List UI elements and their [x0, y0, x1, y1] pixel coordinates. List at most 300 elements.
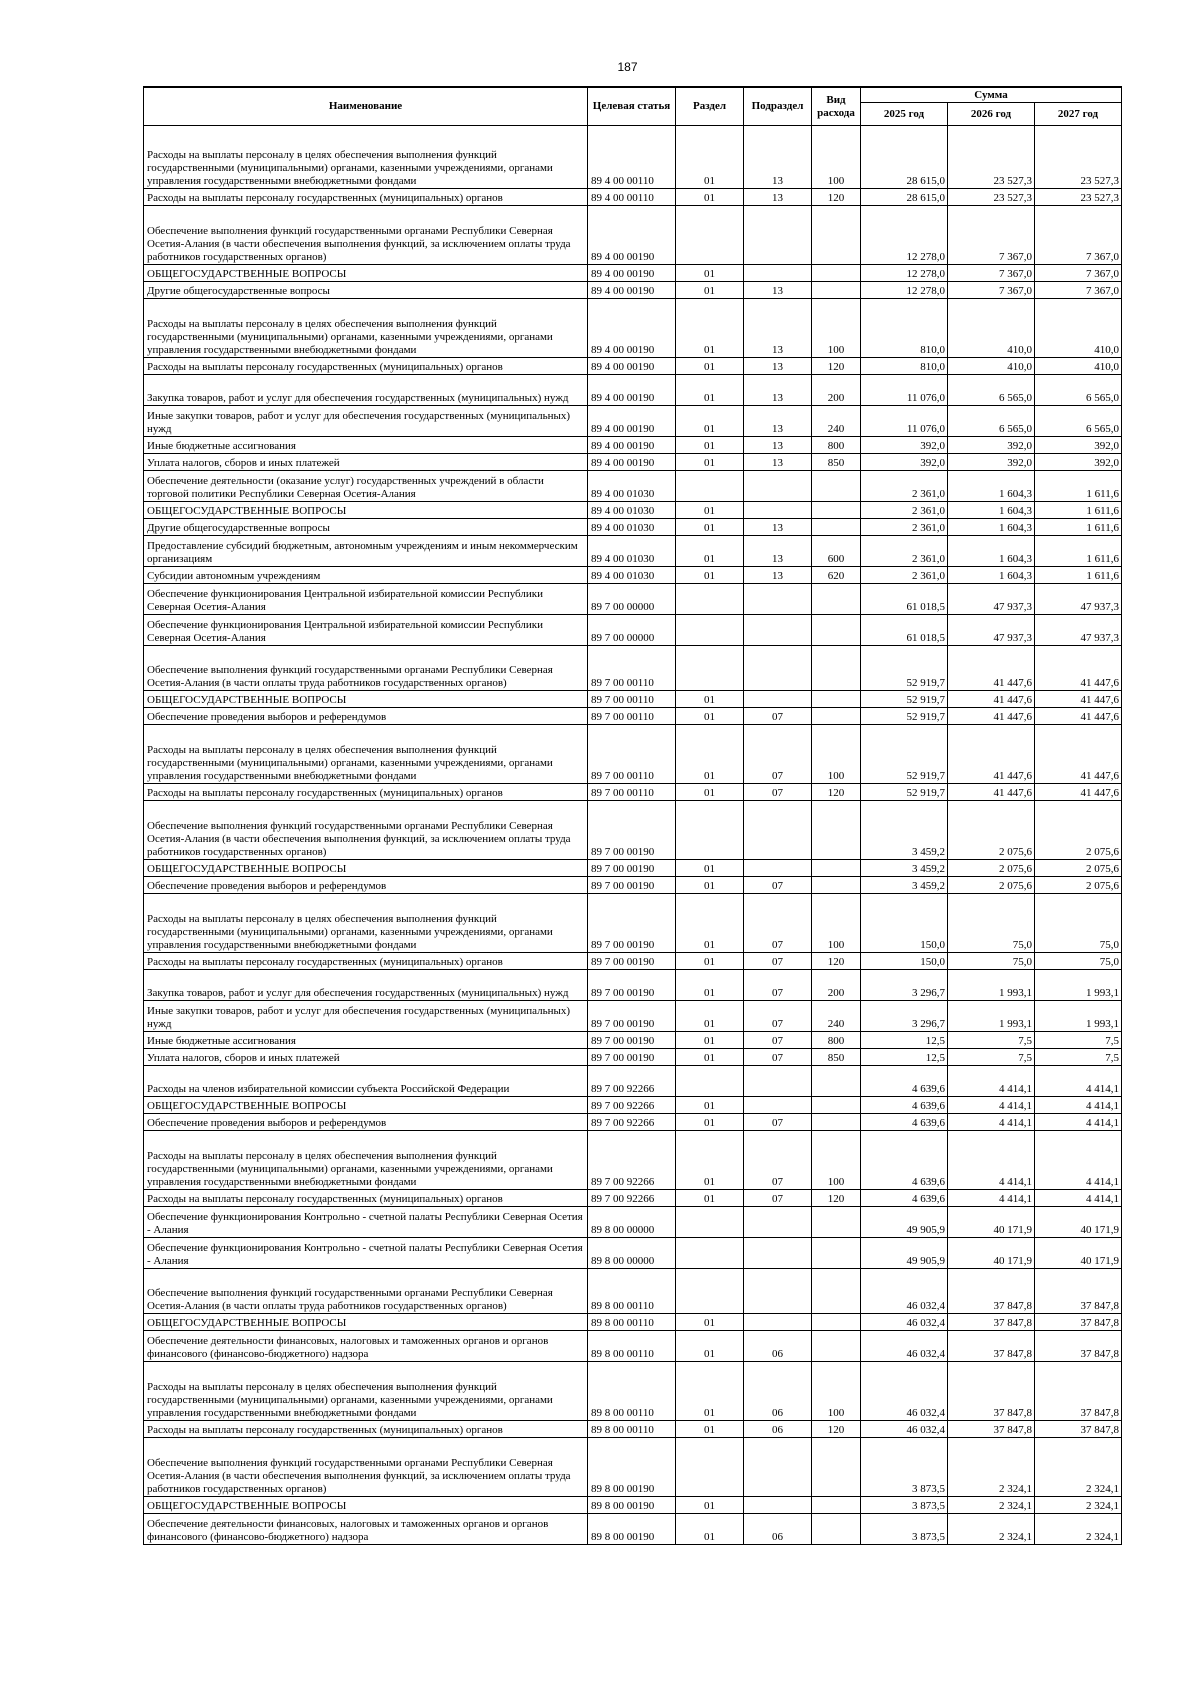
row-value-2025: 61 018,5	[861, 615, 948, 646]
row-name: Расходы на выплаты персоналу в целях обеспечения выполнения функций государственными (муниципальными) органами, казенными учреждениями, органами управления государственными внебюджетными фондами	[144, 1131, 588, 1190]
row-subsection: 07	[744, 784, 812, 801]
table-row	[144, 437, 1122, 454]
row-value-2026: 40 171,9	[948, 1238, 1035, 1269]
row-value-2026: 7 367,0	[948, 282, 1035, 299]
row-section: 01	[676, 567, 744, 584]
row-code: 89 4 00 00190	[588, 375, 676, 406]
row-section: 01	[676, 877, 744, 894]
table-row	[144, 1114, 1122, 1131]
row-value-2026: 37 847,8	[948, 1421, 1035, 1438]
row-code: 89 7 00 00190	[588, 1032, 676, 1049]
table-row	[144, 725, 1122, 784]
row-expense-type: 850	[812, 1049, 861, 1066]
row-value-2027: 1 611,6	[1035, 471, 1122, 502]
row-code: 89 7 00 92266	[588, 1131, 676, 1190]
table-row	[144, 894, 1122, 953]
table-row	[144, 1207, 1122, 1238]
row-value-2026: 392,0	[948, 437, 1035, 454]
row-code: 89 8 00 00110	[588, 1421, 676, 1438]
row-value-2027: 4 414,1	[1035, 1097, 1122, 1114]
row-value-2025: 2 361,0	[861, 519, 948, 536]
table-row	[144, 358, 1122, 375]
row-value-2025: 28 615,0	[861, 126, 948, 189]
row-value-2025: 2 361,0	[861, 536, 948, 567]
row-value-2026: 1 604,3	[948, 471, 1035, 502]
table-row	[144, 1331, 1122, 1362]
row-subsection: 07	[744, 1190, 812, 1207]
row-name: Обеспечение функционирования Контрольно - счетной палаты Республики Северная Осетия - Алания	[144, 1207, 588, 1238]
row-section: 01	[676, 126, 744, 189]
row-subsection	[744, 206, 812, 265]
row-section: 01	[676, 1514, 744, 1545]
row-expense-type	[812, 502, 861, 519]
header-year-2026: 2026 год	[948, 103, 1035, 126]
row-value-2026: 6 565,0	[948, 406, 1035, 437]
row-subsection	[744, 1269, 812, 1314]
row-section: 01	[676, 265, 744, 282]
row-section: 01	[676, 1131, 744, 1190]
table-row	[144, 536, 1122, 567]
table-row	[144, 784, 1122, 801]
row-name: Иные закупки товаров, работ и услуг для обеспечения государственных (муниципальных) нужд	[144, 1001, 588, 1032]
row-value-2026: 4 414,1	[948, 1190, 1035, 1207]
row-expense-type	[812, 877, 861, 894]
row-value-2026: 41 447,6	[948, 691, 1035, 708]
row-value-2027: 4 414,1	[1035, 1131, 1122, 1190]
row-value-2026: 2 324,1	[948, 1497, 1035, 1514]
row-value-2027: 1 611,6	[1035, 502, 1122, 519]
row-name: Расходы на выплаты персоналу государственных (муниципальных) органов	[144, 1190, 588, 1207]
table-row	[144, 1362, 1122, 1421]
row-expense-type: 120	[812, 1421, 861, 1438]
row-code: 89 4 00 00110	[588, 126, 676, 189]
row-name: Расходы на выплаты персоналу государственных (муниципальных) органов	[144, 1421, 588, 1438]
row-value-2025: 52 919,7	[861, 708, 948, 725]
row-name: Обеспечение деятельности финансовых, налоговых и таможенных органов и органов финансового (финансово-бюджетного) надзора	[144, 1331, 588, 1362]
row-section: 01	[676, 894, 744, 953]
row-expense-type	[812, 471, 861, 502]
row-value-2025: 52 919,7	[861, 691, 948, 708]
table-row	[144, 406, 1122, 437]
row-value-2026: 410,0	[948, 299, 1035, 358]
table-header	[144, 87, 1122, 126]
row-code: 89 7 00 00000	[588, 584, 676, 615]
table-row	[144, 519, 1122, 536]
row-value-2025: 52 919,7	[861, 725, 948, 784]
row-name: Обеспечение проведения выборов и референдумов	[144, 877, 588, 894]
row-name: Обеспечение деятельности финансовых, налоговых и таможенных органов и органов финансового (финансово-бюджетного) надзора	[144, 1514, 588, 1545]
row-section: 01	[676, 502, 744, 519]
table-row	[144, 1032, 1122, 1049]
row-value-2027: 7,5	[1035, 1049, 1122, 1066]
row-section: 01	[676, 1421, 744, 1438]
row-expense-type: 600	[812, 536, 861, 567]
row-value-2027: 7 367,0	[1035, 206, 1122, 265]
row-subsection: 13	[744, 406, 812, 437]
row-value-2027: 4 414,1	[1035, 1114, 1122, 1131]
row-value-2025: 3 296,7	[861, 970, 948, 1001]
row-name: Расходы на выплаты персоналу государственных (муниципальных) органов	[144, 953, 588, 970]
row-value-2026: 37 847,8	[948, 1269, 1035, 1314]
row-value-2025: 150,0	[861, 894, 948, 953]
row-value-2027: 2 324,1	[1035, 1514, 1122, 1545]
row-name: Обеспечение выполнения функций государственными органами Республики Северная Осетия-Алания (в части оплаты труда работников государственных органов)	[144, 646, 588, 691]
row-subsection: 13	[744, 282, 812, 299]
row-expense-type: 120	[812, 784, 861, 801]
row-value-2027: 75,0	[1035, 953, 1122, 970]
row-expense-type: 120	[812, 1190, 861, 1207]
row-expense-type: 100	[812, 1131, 861, 1190]
row-expense-type: 120	[812, 358, 861, 375]
row-name: Иные бюджетные ассигнования	[144, 1032, 588, 1049]
row-section	[676, 584, 744, 615]
row-value-2027: 1 993,1	[1035, 970, 1122, 1001]
table-row	[144, 1131, 1122, 1190]
row-value-2026: 2 324,1	[948, 1514, 1035, 1545]
header-subsection: Подраздел	[744, 87, 812, 126]
row-value-2026: 37 847,8	[948, 1362, 1035, 1421]
row-value-2027: 2 324,1	[1035, 1438, 1122, 1497]
row-section	[676, 646, 744, 691]
row-value-2027: 392,0	[1035, 454, 1122, 471]
row-code: 89 8 00 00190	[588, 1438, 676, 1497]
header-year-2025: 2025 год	[861, 103, 948, 126]
row-name: Расходы на выплаты персоналу в целях обеспечения выполнения функций государственными (муниципальными) органами, казенными учреждениями, органами управления государственными внебюджетными фондами	[144, 1362, 588, 1421]
row-value-2026: 1 604,3	[948, 519, 1035, 536]
row-code: 89 7 00 00190	[588, 894, 676, 953]
table-row	[144, 970, 1122, 1001]
row-value-2026: 75,0	[948, 894, 1035, 953]
row-section: 01	[676, 725, 744, 784]
row-value-2026: 1 604,3	[948, 536, 1035, 567]
row-code: 89 7 00 92266	[588, 1097, 676, 1114]
row-code: 89 8 00 00000	[588, 1238, 676, 1269]
row-name: Обеспечение функционирования Контрольно - счетной палаты Республики Северная Осетия - Алания	[144, 1238, 588, 1269]
row-section	[676, 206, 744, 265]
row-name: ОБЩЕГОСУДАРСТВЕННЫЕ ВОПРОСЫ	[144, 502, 588, 519]
row-subsection	[744, 265, 812, 282]
row-name: Обеспечение функционирования Центральной избирательной комиссии Республики Северная Осетия-Алания	[144, 615, 588, 646]
header-article: Целевая статья	[588, 87, 676, 126]
table-row	[144, 375, 1122, 406]
header-expense-type: Вид расхода	[812, 87, 861, 126]
row-value-2027: 7 367,0	[1035, 282, 1122, 299]
row-value-2025: 3 873,5	[861, 1497, 948, 1514]
row-expense-type	[812, 1438, 861, 1497]
row-value-2026: 75,0	[948, 953, 1035, 970]
row-section: 01	[676, 437, 744, 454]
row-value-2026: 37 847,8	[948, 1331, 1035, 1362]
table-row	[144, 1049, 1122, 1066]
row-name: Расходы на выплаты персоналу государственных (муниципальных) органов	[144, 784, 588, 801]
row-value-2025: 4 639,6	[861, 1066, 948, 1097]
row-code: 89 4 00 01030	[588, 502, 676, 519]
row-name: Закупка товаров, работ и услуг для обеспечения государственных (муниципальных) нужд	[144, 375, 588, 406]
row-expense-type	[812, 860, 861, 877]
row-value-2027: 1 611,6	[1035, 519, 1122, 536]
row-code: 89 7 00 00110	[588, 784, 676, 801]
row-subsection	[744, 584, 812, 615]
row-value-2027: 41 447,6	[1035, 725, 1122, 784]
row-code: 89 8 00 00110	[588, 1362, 676, 1421]
row-code: 89 7 00 00190	[588, 1049, 676, 1066]
row-value-2025: 392,0	[861, 437, 948, 454]
row-section: 01	[676, 358, 744, 375]
row-value-2025: 810,0	[861, 299, 948, 358]
row-code: 89 4 00 00190	[588, 358, 676, 375]
row-code: 89 7 00 00190	[588, 860, 676, 877]
row-code: 89 7 00 00110	[588, 725, 676, 784]
row-name: Иные бюджетные ассигнования	[144, 437, 588, 454]
row-value-2027: 41 447,6	[1035, 708, 1122, 725]
row-subsection	[744, 1097, 812, 1114]
row-section: 01	[676, 708, 744, 725]
row-code: 89 4 00 01030	[588, 519, 676, 536]
row-value-2025: 12,5	[861, 1032, 948, 1049]
row-code: 89 4 00 00190	[588, 299, 676, 358]
row-value-2025: 2 361,0	[861, 471, 948, 502]
row-subsection	[744, 801, 812, 860]
row-subsection: 13	[744, 454, 812, 471]
row-value-2027: 75,0	[1035, 894, 1122, 953]
row-value-2026: 4 414,1	[948, 1066, 1035, 1097]
row-value-2025: 46 032,4	[861, 1314, 948, 1331]
table-body	[144, 126, 1122, 1545]
row-value-2025: 12 278,0	[861, 282, 948, 299]
row-value-2025: 392,0	[861, 454, 948, 471]
table-row	[144, 691, 1122, 708]
row-code: 89 4 00 01030	[588, 471, 676, 502]
row-value-2025: 49 905,9	[861, 1238, 948, 1269]
row-value-2026: 40 171,9	[948, 1207, 1035, 1238]
row-value-2025: 12,5	[861, 1049, 948, 1066]
row-expense-type	[812, 1114, 861, 1131]
row-expense-type	[812, 1207, 861, 1238]
row-value-2027: 37 847,8	[1035, 1362, 1122, 1421]
row-subsection: 13	[744, 189, 812, 206]
row-subsection: 07	[744, 877, 812, 894]
row-section: 01	[676, 1362, 744, 1421]
row-code: 89 4 00 00190	[588, 282, 676, 299]
row-value-2027: 23 527,3	[1035, 189, 1122, 206]
row-value-2026: 23 527,3	[948, 189, 1035, 206]
row-code: 89 7 00 00190	[588, 1001, 676, 1032]
row-section	[676, 1207, 744, 1238]
row-subsection	[744, 471, 812, 502]
row-value-2027: 41 447,6	[1035, 691, 1122, 708]
header-year-2027: 2027 год	[1035, 103, 1122, 126]
row-value-2025: 4 639,6	[861, 1190, 948, 1207]
table-row	[144, 1097, 1122, 1114]
row-subsection: 07	[744, 1114, 812, 1131]
table-row	[144, 953, 1122, 970]
row-value-2026: 1 604,3	[948, 502, 1035, 519]
row-section: 01	[676, 953, 744, 970]
row-section	[676, 1269, 744, 1314]
row-subsection	[744, 502, 812, 519]
row-value-2026: 1 993,1	[948, 1001, 1035, 1032]
row-section: 01	[676, 1190, 744, 1207]
row-value-2026: 4 414,1	[948, 1131, 1035, 1190]
row-name: Обеспечение выполнения функций государственными органами Республики Северная Осетия-Алания (в части обеспечения выполнения функций, за исключением оплаты труда работников государственных органов)	[144, 206, 588, 265]
row-code: 89 4 00 00190	[588, 265, 676, 282]
row-section: 01	[676, 282, 744, 299]
row-expense-type	[812, 1331, 861, 1362]
table-row	[144, 1497, 1122, 1514]
row-name: ОБЩЕГОСУДАРСТВЕННЫЕ ВОПРОСЫ	[144, 1497, 588, 1514]
row-subsection: 13	[744, 519, 812, 536]
row-section: 01	[676, 1497, 744, 1514]
row-value-2027: 1 611,6	[1035, 536, 1122, 567]
table-row	[144, 502, 1122, 519]
row-value-2025: 46 032,4	[861, 1331, 948, 1362]
table-row	[144, 1514, 1122, 1545]
row-section	[676, 615, 744, 646]
row-value-2027: 7,5	[1035, 1032, 1122, 1049]
row-name: Расходы на выплаты персоналу в целях обеспечения выполнения функций государственными (муниципальными) органами, казенными учреждениями, органами управления государственными внебюджетными фондами	[144, 894, 588, 953]
row-subsection: 06	[744, 1421, 812, 1438]
table-row	[144, 615, 1122, 646]
table-row	[144, 1438, 1122, 1497]
row-code: 89 7 00 00110	[588, 708, 676, 725]
row-subsection: 13	[744, 299, 812, 358]
row-name: Расходы на выплаты персоналу в целях обеспечения выполнения функций государственными (муниципальными) органами, казенными учреждениями, органами управления государственными внебюджетными фондами	[144, 725, 588, 784]
row-code: 89 4 00 00190	[588, 206, 676, 265]
row-expense-type	[812, 584, 861, 615]
row-code: 89 4 00 00190	[588, 437, 676, 454]
row-subsection: 07	[744, 894, 812, 953]
row-subsection: 06	[744, 1331, 812, 1362]
row-value-2026: 410,0	[948, 358, 1035, 375]
row-expense-type	[812, 1238, 861, 1269]
table-row	[144, 265, 1122, 282]
row-name: Предоставление субсидий бюджетным, автономным учреждениям и иным некоммерческим организациям	[144, 536, 588, 567]
row-value-2027: 37 847,8	[1035, 1421, 1122, 1438]
row-value-2027: 40 171,9	[1035, 1207, 1122, 1238]
row-value-2026: 47 937,3	[948, 615, 1035, 646]
row-value-2025: 3 459,2	[861, 801, 948, 860]
row-subsection	[744, 646, 812, 691]
row-value-2025: 12 278,0	[861, 206, 948, 265]
row-code: 89 7 00 00190	[588, 970, 676, 1001]
table-row	[144, 1421, 1122, 1438]
row-name: Обеспечение выполнения функций государственными органами Республики Северная Осетия-Алания (в части оплаты труда работников государственных органов)	[144, 1269, 588, 1314]
budget-table	[143, 86, 1122, 1545]
row-code: 89 7 00 00190	[588, 877, 676, 894]
row-name: Обеспечение деятельности (оказание услуг) государственных учреждений в области торговой политики Республики Северная Осетия-Алания	[144, 471, 588, 502]
row-section: 01	[676, 1314, 744, 1331]
row-value-2027: 410,0	[1035, 299, 1122, 358]
row-name: Расходы на выплаты персоналу государственных (муниципальных) органов	[144, 189, 588, 206]
row-code: 89 4 00 01030	[588, 567, 676, 584]
row-expense-type	[812, 646, 861, 691]
row-subsection	[744, 1207, 812, 1238]
header-name: Наименование	[144, 87, 588, 126]
row-section: 01	[676, 1331, 744, 1362]
row-subsection	[744, 1438, 812, 1497]
table-row	[144, 1314, 1122, 1331]
row-value-2026: 37 847,8	[948, 1314, 1035, 1331]
row-value-2027: 2 075,6	[1035, 801, 1122, 860]
row-section: 01	[676, 299, 744, 358]
row-section: 01	[676, 1114, 744, 1131]
row-name: ОБЩЕГОСУДАРСТВЕННЫЕ ВОПРОСЫ	[144, 691, 588, 708]
row-value-2026: 2 075,6	[948, 801, 1035, 860]
row-value-2025: 2 361,0	[861, 567, 948, 584]
row-value-2027: 37 847,8	[1035, 1269, 1122, 1314]
row-value-2026: 1 993,1	[948, 970, 1035, 1001]
row-expense-type: 200	[812, 375, 861, 406]
table-row	[144, 646, 1122, 691]
row-code: 89 8 00 00190	[588, 1514, 676, 1545]
row-subsection: 07	[744, 970, 812, 1001]
row-value-2027: 410,0	[1035, 358, 1122, 375]
row-value-2027: 2 075,6	[1035, 860, 1122, 877]
table-row	[144, 206, 1122, 265]
row-value-2027: 4 414,1	[1035, 1190, 1122, 1207]
row-subsection: 07	[744, 1001, 812, 1032]
row-value-2025: 2 361,0	[861, 502, 948, 519]
row-value-2026: 23 527,3	[948, 126, 1035, 189]
row-expense-type: 800	[812, 437, 861, 454]
row-name: Субсидии автономным учреждениям	[144, 567, 588, 584]
table-row	[144, 1269, 1122, 1314]
row-expense-type: 850	[812, 454, 861, 471]
row-expense-type	[812, 206, 861, 265]
row-expense-type	[812, 519, 861, 536]
table-row	[144, 708, 1122, 725]
row-expense-type: 240	[812, 406, 861, 437]
row-code: 89 4 00 00190	[588, 406, 676, 437]
row-value-2025: 3 296,7	[861, 1001, 948, 1032]
row-value-2027: 4 414,1	[1035, 1066, 1122, 1097]
row-subsection: 13	[744, 375, 812, 406]
row-name: ОБЩЕГОСУДАРСТВЕННЫЕ ВОПРОСЫ	[144, 1314, 588, 1331]
row-value-2027: 37 847,8	[1035, 1331, 1122, 1362]
row-expense-type: 100	[812, 126, 861, 189]
row-subsection	[744, 1238, 812, 1269]
row-section: 01	[676, 860, 744, 877]
row-value-2026: 6 565,0	[948, 375, 1035, 406]
row-value-2026: 41 447,6	[948, 708, 1035, 725]
table-row	[144, 1238, 1122, 1269]
row-value-2027: 47 937,3	[1035, 615, 1122, 646]
row-value-2026: 2 075,6	[948, 860, 1035, 877]
row-section	[676, 471, 744, 502]
row-value-2027: 7 367,0	[1035, 265, 1122, 282]
row-subsection: 13	[744, 536, 812, 567]
table-row	[144, 567, 1122, 584]
row-value-2025: 3 873,5	[861, 1438, 948, 1497]
row-value-2026: 2 075,6	[948, 877, 1035, 894]
row-section: 01	[676, 1097, 744, 1114]
table-row	[144, 1066, 1122, 1097]
row-code: 89 4 00 00190	[588, 454, 676, 471]
row-value-2026: 7 367,0	[948, 206, 1035, 265]
row-expense-type	[812, 1097, 861, 1114]
row-expense-type	[812, 691, 861, 708]
row-code: 89 7 00 00110	[588, 646, 676, 691]
row-value-2025: 3 459,2	[861, 877, 948, 894]
row-subsection	[744, 1314, 812, 1331]
row-expense-type: 800	[812, 1032, 861, 1049]
row-subsection	[744, 691, 812, 708]
row-code: 89 8 00 00110	[588, 1314, 676, 1331]
row-subsection: 13	[744, 126, 812, 189]
row-section: 01	[676, 406, 744, 437]
row-value-2026: 4 414,1	[948, 1114, 1035, 1131]
row-value-2027: 6 565,0	[1035, 406, 1122, 437]
